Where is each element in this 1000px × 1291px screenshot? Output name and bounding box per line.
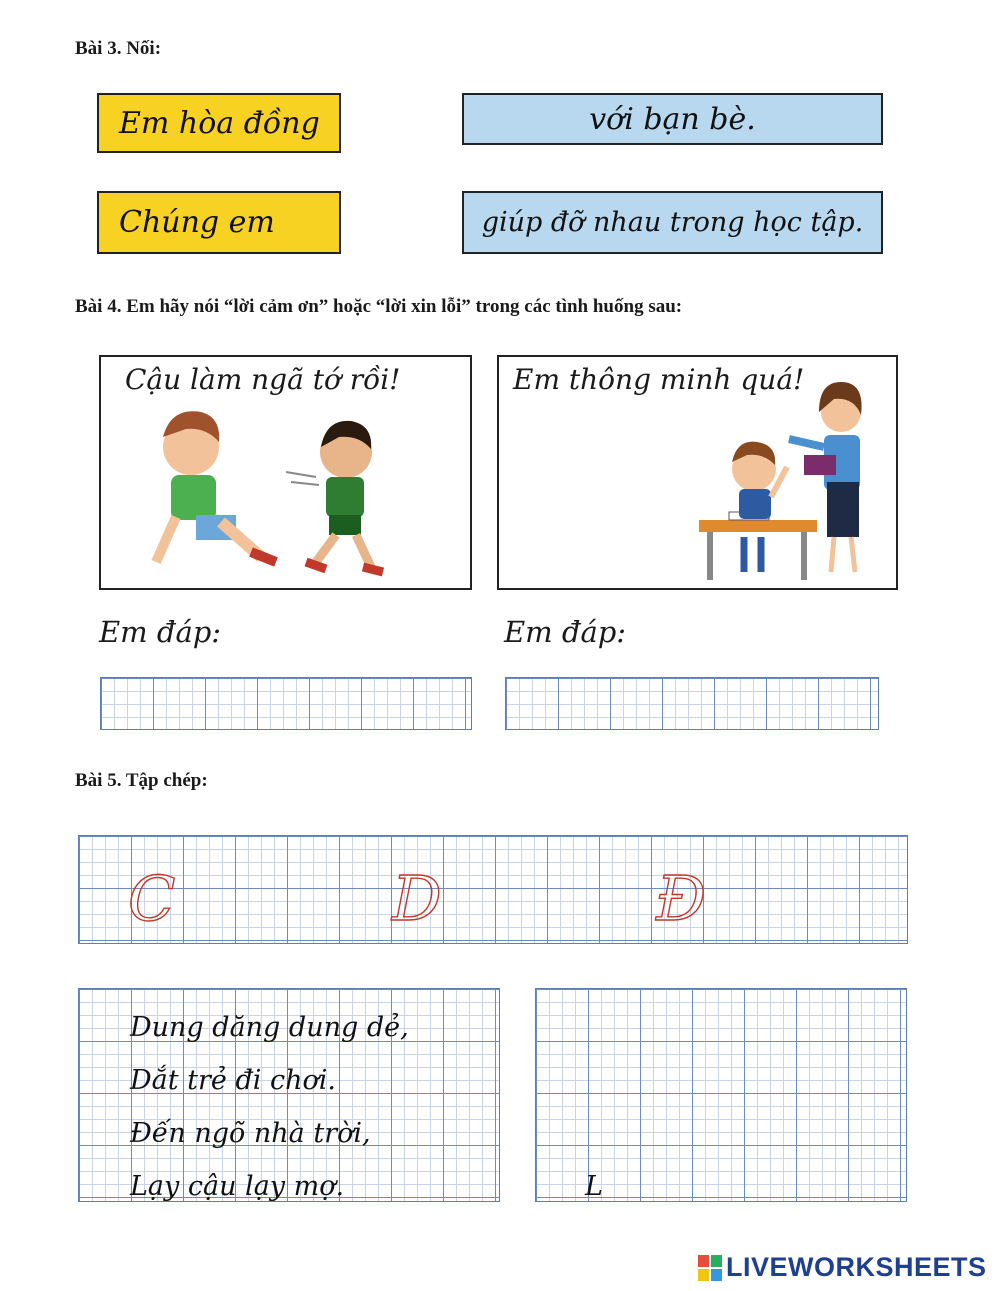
poem-line-4: Lạy cậu lạy mợ.	[130, 1171, 345, 1202]
liveworksheets-logo	[698, 1252, 987, 1283]
poem-line-1: Dung dăng dung dẻ,	[130, 1012, 409, 1043]
match-right-1-label: với bạn bè.	[589, 101, 756, 137]
trace-letter-d: D	[392, 862, 442, 935]
match-left-1-label: Em hòa đồng	[119, 105, 320, 141]
bai4-title: Em hãy nói “lời cảm ơn” hoặc “lời xin lỗi” trong các tình huống sau:	[126, 296, 683, 317]
poem-line-3: Đến ngõ nhà trời,	[130, 1118, 371, 1149]
bai5-title: Tập chép:	[125, 770, 208, 791]
bai4-number: Bài 4.	[75, 296, 122, 317]
match-right-2[interactable]	[462, 191, 883, 254]
liveworksheets-brand: LIVEWORKSHEETS	[726, 1252, 987, 1282]
reply-label-1: Em đáp:	[99, 615, 222, 649]
answer-grid-1[interactable]	[100, 677, 472, 730]
bai5-heading	[75, 770, 208, 792]
match-left-1[interactable]	[97, 93, 341, 153]
poem-line-2: Dắt trẻ đi chơi.	[130, 1065, 336, 1096]
scene-1	[99, 355, 472, 590]
scene-2	[497, 355, 898, 590]
trace-letter-c: C	[128, 862, 176, 935]
copy-grid[interactable]	[535, 988, 907, 1202]
bai3-heading	[75, 38, 161, 60]
match-right-1[interactable]	[462, 93, 883, 145]
match-right-2-label: giúp đỡ nhau trong học tập.	[481, 207, 864, 238]
copy-start-letter: L	[585, 1171, 603, 1202]
kids-falling-illustration	[101, 357, 472, 590]
liveworksheets-logo-icon	[698, 1255, 722, 1281]
teacher-praise-illustration	[499, 357, 898, 590]
scene-2-caption: Em thông minh quá!	[513, 363, 805, 396]
bai4-heading	[75, 296, 682, 318]
bai5-number: Bài 5.	[75, 770, 122, 791]
trace-letter-dd: Đ	[656, 862, 707, 935]
bai3-number: Bài 3.	[75, 38, 122, 59]
answer-grid-2[interactable]	[505, 677, 879, 730]
scene-1-caption: Cậu làm ngã tớ rồi!	[125, 363, 401, 396]
match-left-2[interactable]	[97, 191, 341, 254]
match-left-2-label: Chúng em	[119, 205, 275, 240]
bai3-title: Nối:	[126, 38, 162, 59]
reply-label-2: Em đáp:	[504, 615, 627, 649]
letter-practice-grid[interactable]	[78, 835, 908, 944]
